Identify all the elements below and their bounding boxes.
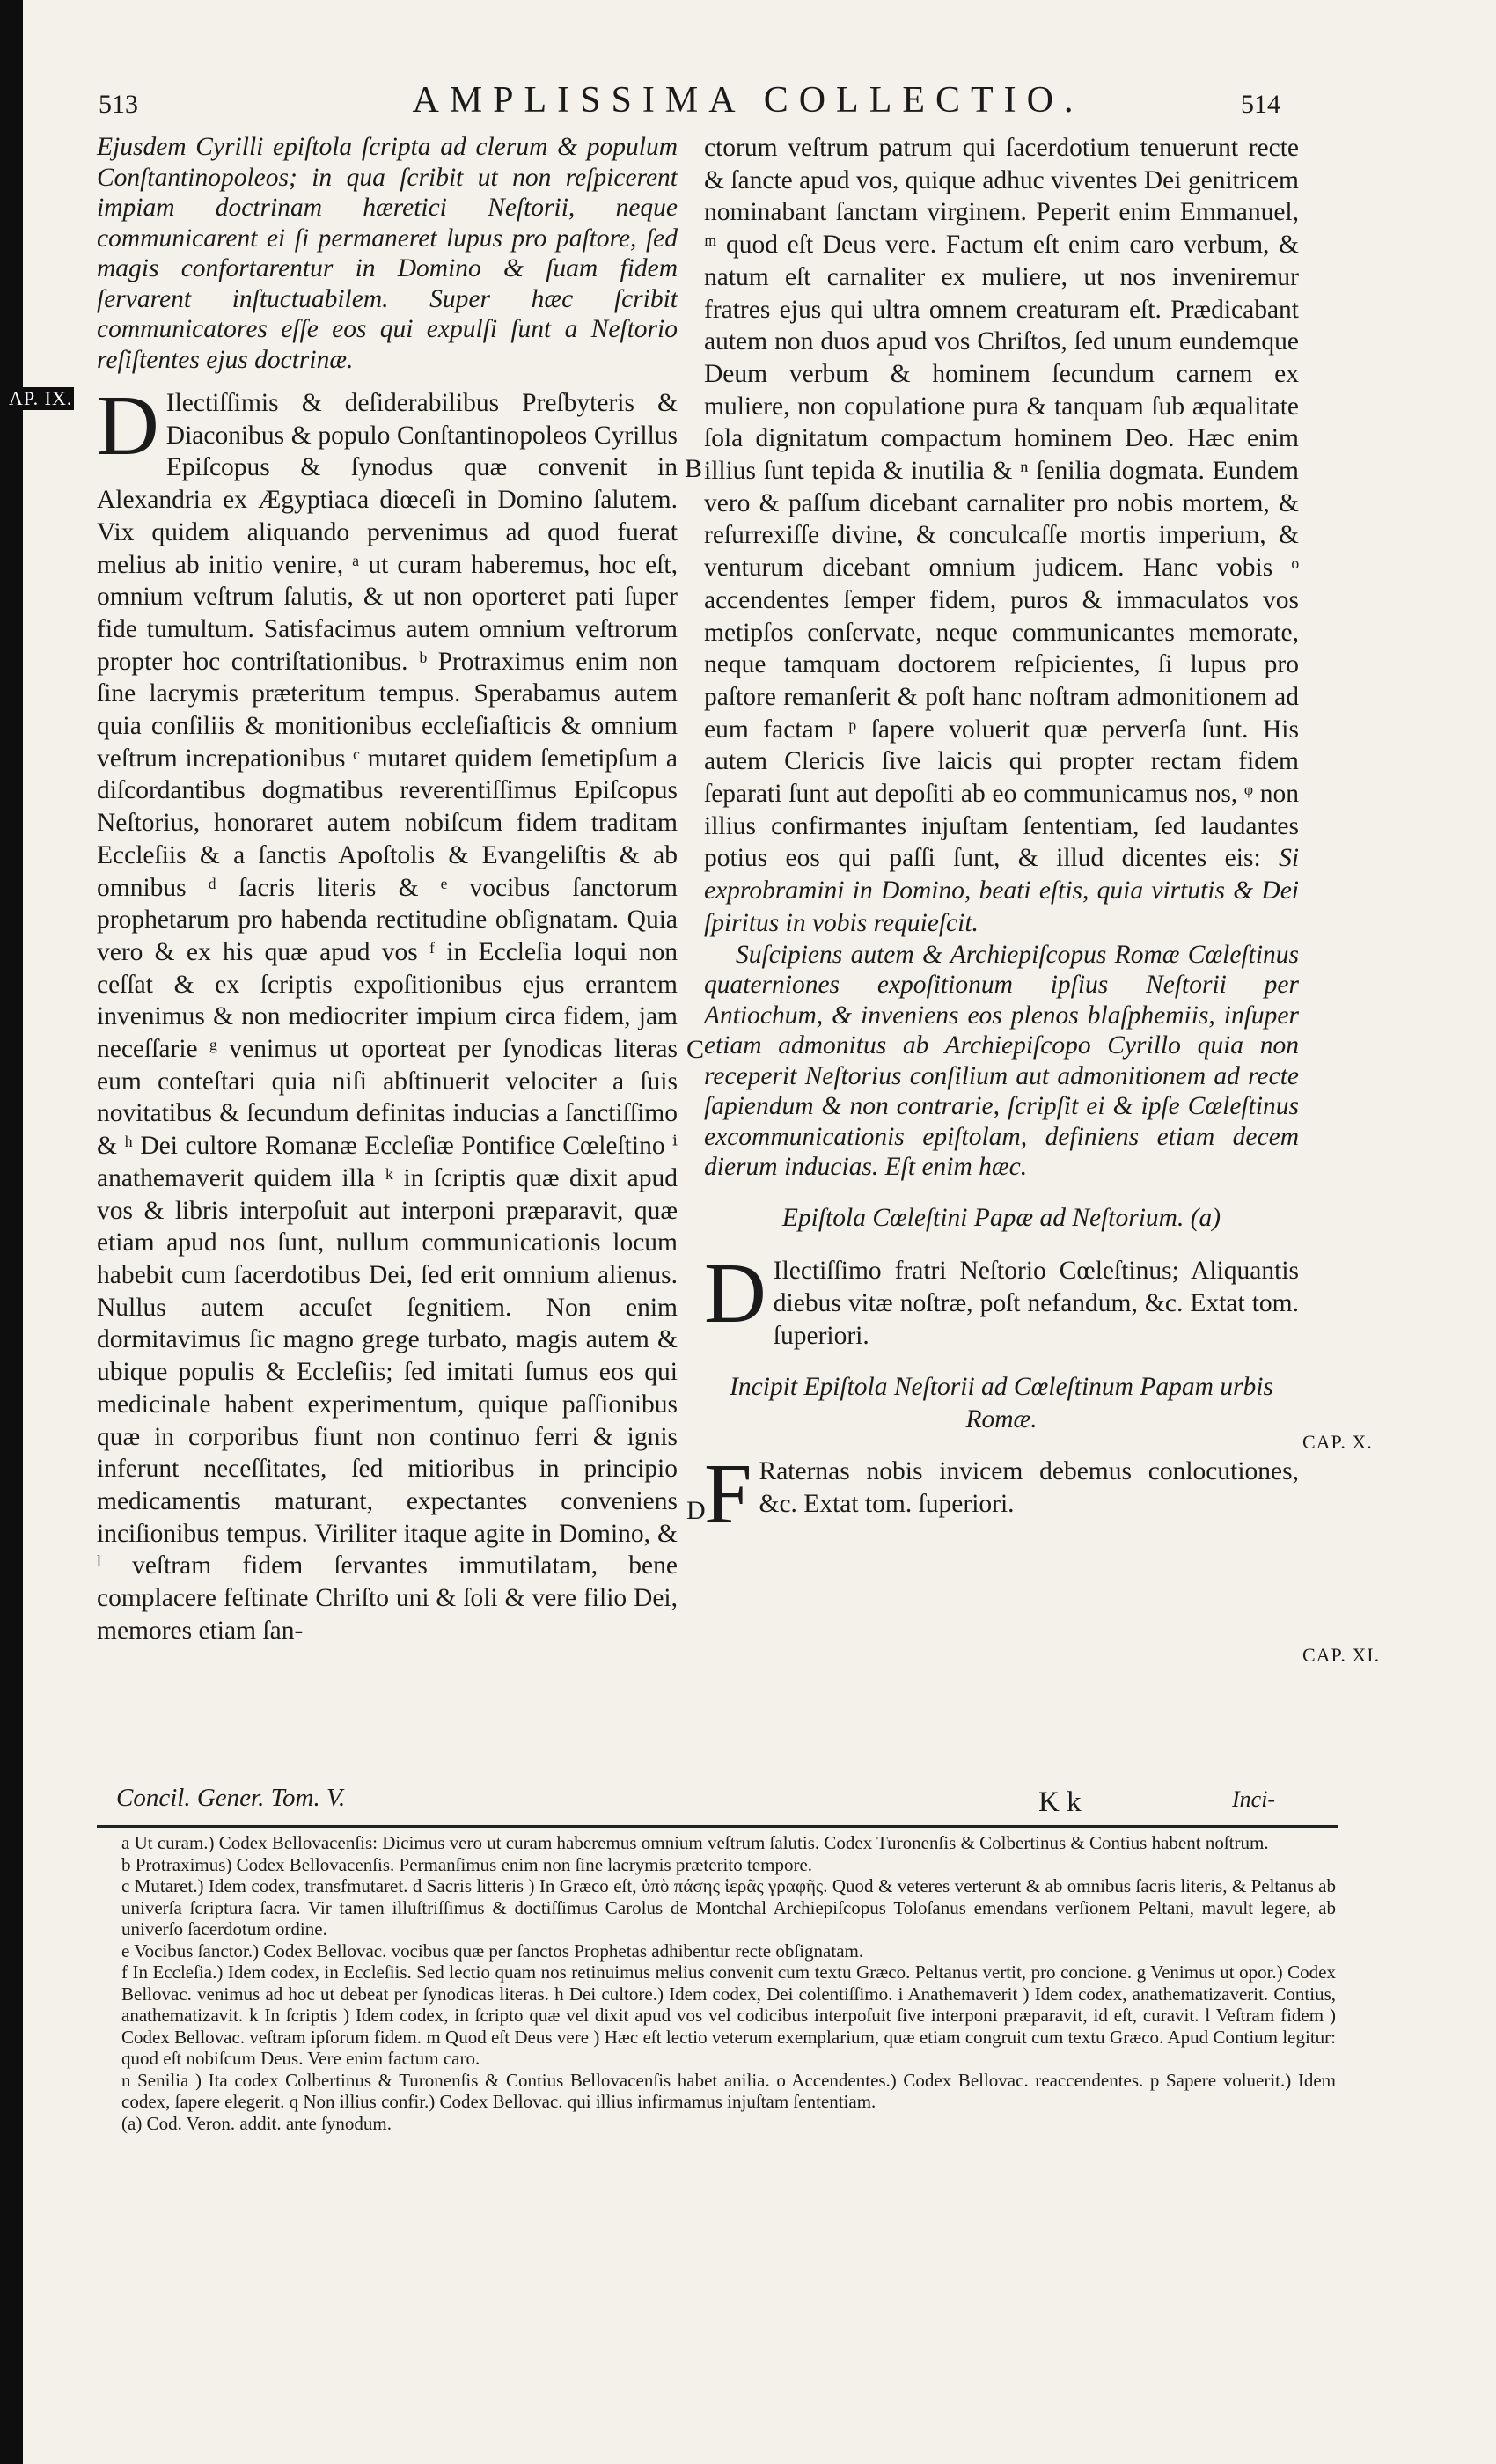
footnotes (121, 1832, 1336, 2134)
left-body (97, 378, 678, 1646)
left-summary: Ejusdem Cyrilli epiſtola ſcripta ad clerum & populum Conſtantinopoleos; in qua ſcribit ut non reſpicerent impiam doctrinam hæretici Neſtorii, neque communicarent ei ſi permaneret lupus pro paſtore, ſed magis confortarentur in Domino & ſuam fidem ſervarent inſtuctuabilem. Super hæc ſcribit communicatores eſſe eos qui expulſi ſunt a Neſtorio reſiſtentes ejus doctrinæ. (97, 133, 678, 374)
chapter-label-ix: AP. IX. (9, 387, 73, 409)
page-number-left: 513 (99, 90, 138, 119)
footnote: (a) Cod. Veron. addit. ante ſynodum. (121, 2112, 392, 2134)
footnote: e Vocibus ſanctor.) Codex Bellovac. vocibus quæ per ſanctos Prophetas adhibentur recte obſignatam. (121, 1940, 864, 1962)
footnote: a Ut curam.) Codex Bellovacenſis: Dicimus vero ut curam haberemus omnium veſtrum ſalutis. Codex Turonenſis & Colbertinus & Contius habent noſtrum. (121, 1832, 1269, 1853)
heading-epistola-nestorii: Incipit Epiſtola Neſtorii ad Cœleſtinum Papam urbis Romæ. (730, 1373, 1273, 1434)
margin-letter-b: B (685, 454, 703, 483)
footnote: b Protraximus) Codex Bellovacenſis. Permanſimus enim non ſine lacrymis præterito tempore. (121, 1853, 813, 1875)
scripture-quote: Si exprobramini in Domino, beati eſtis, quia virtutis & Dei ſpiritus in vobis requieſcit. (704, 844, 1300, 937)
left-column (97, 132, 678, 1646)
right-body: ctorum veſtrum patrum qui ſacerdotium tenuerunt recte & ſancte apud vos, quique adhuc viventes Dei genitricem nominabant ſanctam virginem. Peperit enim Emmanuel, ᵐ quod eſt Deus vere. Factum eſt enim caro verbum, & natum eſt carnaliter ex muliere, ut nos inveniremur fratres ejus qui ultra omnem creaturam eſt. Prædicabant autem non duos apud vos Chriſtos, ſed unum eundemque Deum verbum & hominem ſecundum carnem ex muliere, non copulatione pura & tanquam ſub æqualitate ſola dignitatum compactum hominem Deo. Hæc enim illius ſunt tepida & inutilia & ⁿ ſenilia dogmata. Eundem vero & paſſum dicebant carnaliter pro nobis mortem, & reſurrexiſſe divine, & conculcaſſe mortis imperium, & venturum dicebant omnium judicem. Hanc vobis ᵒ accendentes ſemper fidem, puros & immaculatos vos metipſos conſervate, neque communicantes memorate, neque tamquam doctorem reſpicientes, ſi lupus pro paſtore remanſerit & poſt hanc noſtram admonitionem ad eum factam ᵖ ſapere voluerit quæ perverſa ſunt. His autem Clericis ſive laicis qui propter rectam fidem ſeparati ſunt aut depoſiti ab eo communicamus nos, ᵠ non illius confirmantes injuſtam ſententiam, ſed laudantes potius eos qui paſſi ſunt, & illud dicentes eis: Si exprobramini in Domino, beati eſtis, quia virtutis & Dei ſpiritus in vobis requieſcit. (704, 134, 1300, 937)
catchword: Inci- (1232, 1786, 1276, 1812)
paragraph-dilectissimo: D Ilectiſſimo fratri Neſtorio Cœleſtinus; Aliquantis diebus vitæ noſtræ, poſt nefandum, &c. Extat tom. ſuperiori. (704, 1246, 1299, 1350)
running-header (0, 77, 1496, 130)
chapter-label-x: CAP. X. (1302, 1431, 1373, 1453)
margin-letter-c: C (686, 1035, 705, 1064)
footnote: f In Eccleſia.) Idem codex, in Eccleſiis. Sed lectio quam nos retinuimus melius convenit cum textu Græco. Peltanus vertit, pro concione. g Venimus ut opor.) Codex Bellovac. venimus ad hoc ut debeat per ſynodicas literas. h Dei cultore.) Idem codex, Dei colentiſſimo. i Anathemaverit ) Idem codex, anathematizaverit. Contius, anathematizavit. k In ſcriptis ) Idem codex, in ſcripto quæ vel dixit apud vos vel codicibus interpoſuit ſive interponi præparavit, id eſt, curavit. l Veſtram fidem ) Codex Bellovac. veſtram ipſorum fidem. m Quod eſt Deus vere ) Hæc eſt lectio veterum exemplarium, quæ etiam congruit cum textu Græco. Apud Contium legitur: quod eſt nobiſcum Deus. Vere enim factum caro. (121, 1962, 1336, 2069)
right-summary: Suſcipiens autem & Archiepiſcopus Romæ Cœleſtinus quaterniones expoſitionum ipſius Neſtorii per Antiochum, & inveniens eos plenos blaſphemiis, inſuper etiam admonitus ab Archiepiſcopo Cyrillo quia non receperit Neſtorius conſilium aut admonitionem ad recte ſapiendum & non contrarie, ſcripſit ei & ipſe Cœleſtinus excommunicationis epiſtolam, definiens etiam decem dierum inducias. Eſt enim hæc. (704, 940, 1299, 1182)
right-column (704, 132, 1300, 1542)
left-body-text: Ilectiſſimis & deſiderabilibus Preſbyteris & Diaconibus & populo Conſtantinopoleos Cyrillus Epiſcopus & ſynodus quæ convenit in Alexandria ex Ægyptiaca diœceſi in Domino ſalutem. Vix quidem aliquando pervenimus ad quod fuerat melius ab initio venire, ᵃ ut curam haberemus, hoc eſt, omnium veſtrum ſalutis, & ut non oporteret pati ſuper fide tumultum. Satisfacimus autem omnium veſtrorum propter hoc contriſtationibus. ᵇ Protraximus enim non ſine lacrymis præteritum tempus. Sperabamus autem quia conſiliis & monitionibus eccleſiaſticis & omnium veſtrum increpationibus ᶜ mutaret quidem ſemetipſum a diſcordantibus dogmatibus reverentiſſimus Epiſcopus Neſtorius, honoraret autem nobiſcum fidem traditam Eccleſiis & a ſanctis Apoſtolis & Evangeliſtis & ab omnibus ᵈ ſacris literis & ᵉ vocibus ſanctorum prophetarum pro habenda rectitudine obſignatam. Quia vero & ex his quæ apud vos ᶠ in Eccleſia loqui non ceſſat & ex ſcriptis expoſitionibus ejus errantem invenimus & non mediocriter impium circa fidem, jam neceſſarie ᵍ venimus ut oporteat per ſynodicas literas eum conteſtari quia niſi abſtinuerit velociter a ſuis novitatibus & ſecundum definitas inducias a ſanctiſſimo & ʰ Dei cultore Romanæ Eccleſiæ Pontifice Cœleſtino ⁱ anathemaverit quidem illa ᵏ in ſcriptis quæ dixit apud vos & libris interpoſuit aut interponi præparavit, quæ etiam apud nos ſunt, nullum communicationis locum habebit cum ſacerdotibus Dei, ſed erit omnium alienus. Nullus autem accuſet ſegnitiem. Non enim dormitavimus ſic magno grege turbato, magis autem & ubique populis & Eccleſiis; ſed imitati ſumus eos qui medicinale habent experimentum, quique paſſionibus quæ in corporibus fiunt non continuo ferri & ignis inferunt neceſſitates, ſed mitioribus in principio medicamentis maturant, expectantes conveniens inciſionibus tempus. Viriliter itaque agite in Domino, & ˡ veſtram fidem ſervantes immutilatam, bene complacere feſtinate Chriſto uni & ſoli & vere filio Dei, memores etiam ſan- (97, 389, 678, 1645)
margin-letter-d: D (686, 1496, 706, 1525)
chapter-label-xi: CAP. XI. (1302, 1644, 1381, 1666)
footnote: n Senilia ) Ita codex Colbertinus & Turonenſis & Contius Bellovacenſis habet anilia. o Accendentes.) Codex Bellovac. reaccendentes. p Sapere voluerit.) Idem codex, ſapere elegerit. q Non illius confir.) Codex Bellovac. qui illius infirmamus injuſtam ſententiam. (121, 2069, 1336, 2112)
footnote-rule (97, 1825, 1338, 1828)
paragraph-fraternas: F Raternas nobis invicem debemus conlocutiones, &c. Extat tom. ſuperiori. (704, 1446, 1299, 1542)
footnote: c Mutaret.) Idem codex, transfmutaret. d Sacris litteris ) In Græco eſt, ὑπὸ πάσης ἱερᾶς γραφῆς. Quod & veteres verterunt & ab omnibus ſacris literis, & Peltanus ab univerſa ſcriptura ſacra. Vir tamen illuſtriſſimus & doctiſſimus Carolus de Montchal Archiepiſcopus Toloſanus emendans verſionem Peltani, mavult legere, ab univerſo ſacerdotum ordine. (121, 1875, 1336, 1940)
heading-epistola-coelestini: Epiſtola Cœleſtini Papæ ad Neſtorium. (a) (781, 1203, 1221, 1232)
gathering-mark: K k (1038, 1786, 1082, 1818)
drop-cap-d: D (704, 1246, 766, 1342)
drop-cap: D (97, 378, 159, 473)
drop-cap-f: F (704, 1446, 752, 1542)
page-number-right: 514 (1241, 90, 1280, 119)
page-gutter (0, 0, 23, 2464)
volume-signature: Concil. Gener. Tom. V. (116, 1784, 346, 1812)
running-title: AMPLISSIMA COLLECTIO. (412, 80, 1084, 121)
